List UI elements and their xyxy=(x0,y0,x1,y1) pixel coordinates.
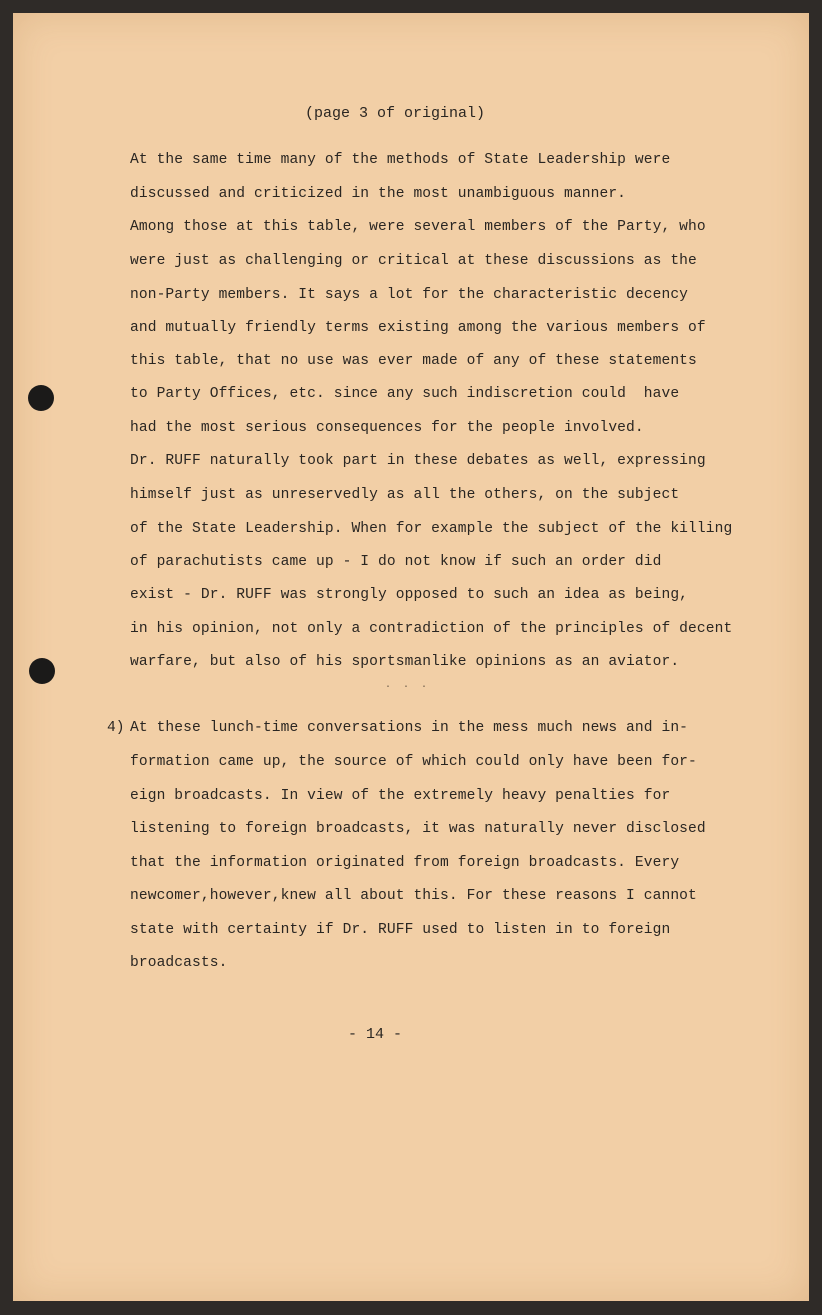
paragraph-line: himself just as unreservedly as all the others, on the subject xyxy=(130,487,680,503)
paragraph-line: Dr. RUFF naturally took part in these debates as well, expressing xyxy=(130,453,706,469)
page-header: (page 3 of original) xyxy=(305,105,486,122)
paragraph-line: broadcasts. xyxy=(130,955,228,971)
paragraph-line: had the most serious consequences for the people involved. xyxy=(130,420,644,436)
paragraph-line: to Party Offices, etc. since any such indiscretion could have xyxy=(130,386,680,402)
paragraph-line: warfare, but also of his sportsmanlike opinions as an aviator. xyxy=(130,654,680,670)
page-number: - 14 - xyxy=(348,1026,403,1043)
paragraph-line: were just as challenging or critical at these discussions as the xyxy=(130,253,697,269)
paragraph-line: non-Party members. It says a lot for the characteristic decency xyxy=(130,287,689,303)
punch-hole-lower xyxy=(29,658,55,684)
paragraph-line: in his opinion, not only a contradiction of the principles of decent xyxy=(130,621,733,637)
paragraph-line: listening to foreign broadcasts, it was naturally never disclosed xyxy=(130,821,706,837)
paragraph-line: of the State Leadership. When for example the subject of the killing xyxy=(130,521,733,537)
punch-hole-upper xyxy=(28,385,54,411)
paragraph-line: At these lunch-time conversations in the mess much news and in- xyxy=(130,720,689,736)
paragraph-line: state with certainty if Dr. RUFF used to listen in to foreign xyxy=(130,922,671,938)
paragraph-line: formation came up, the source of which could only have been for- xyxy=(130,754,697,770)
paragraph-line: newcomer,however,knew all about this. For these reasons I cannot xyxy=(130,888,697,904)
paragraph-line: At the same time many of the methods of State Leadership were xyxy=(130,152,671,168)
paragraph-number: 4) xyxy=(107,720,125,736)
paragraph-line: this table, that no use was ever made of any of these statements xyxy=(130,353,697,369)
stray-marks: . . . xyxy=(385,680,431,691)
paragraph-line: of parachutists came up - I do not know if such an order did xyxy=(130,554,662,570)
paragraph-line: that the information originated from foreign broadcasts. Every xyxy=(130,855,680,871)
paragraph-line: Among those at this table, were several members of the Party, who xyxy=(130,219,706,235)
paragraph-line: discussed and criticized in the most unambiguous manner. xyxy=(130,186,627,202)
paragraph-line: eign broadcasts. In view of the extremely heavy penalties for xyxy=(130,788,671,804)
paragraph-line: exist - Dr. RUFF was strongly opposed to such an idea as being, xyxy=(130,587,689,603)
paragraph-line: and mutually friendly terms existing among the various members of xyxy=(130,320,706,336)
